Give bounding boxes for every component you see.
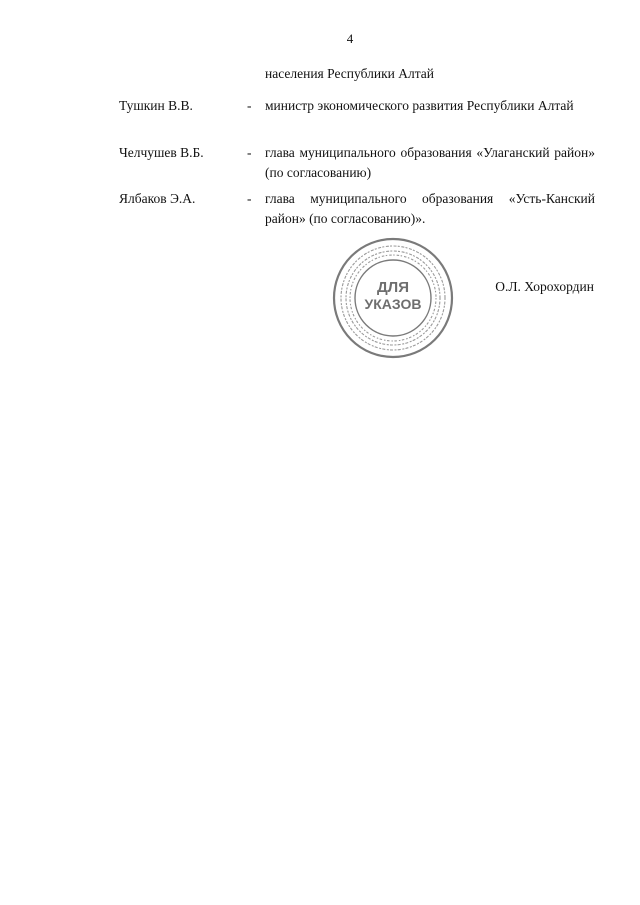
signatory-name: О.Л. Хорохордин [495, 279, 594, 294]
member-row [119, 96, 595, 116]
stamp-text-line1: ДЛЯ [377, 279, 409, 296]
stamp-text-line2: УКАЗОВ [364, 296, 422, 312]
member-role: министр экономического развития Республики Алтай [265, 98, 574, 113]
member-role: глава муниципального образования «Улаганский район» (по согласованию) [265, 145, 595, 180]
page-number: 4 [346, 31, 354, 46]
member-name: Тушкин В.В. [119, 98, 193, 113]
member-row [119, 143, 595, 183]
member-name: Челчушев В.Б. [119, 145, 204, 160]
member-dash: - [247, 98, 252, 113]
member-row [119, 189, 595, 229]
member-dash: - [247, 191, 252, 206]
member-dash: - [247, 145, 252, 160]
continuation-line: населения Республики Алтай [265, 66, 434, 81]
member-role: глава муниципального образования «Усть-Канский район» (по согласованию)». [265, 191, 595, 226]
official-stamp [332, 237, 454, 359]
member-name: Ялбаков Э.А. [119, 191, 196, 206]
